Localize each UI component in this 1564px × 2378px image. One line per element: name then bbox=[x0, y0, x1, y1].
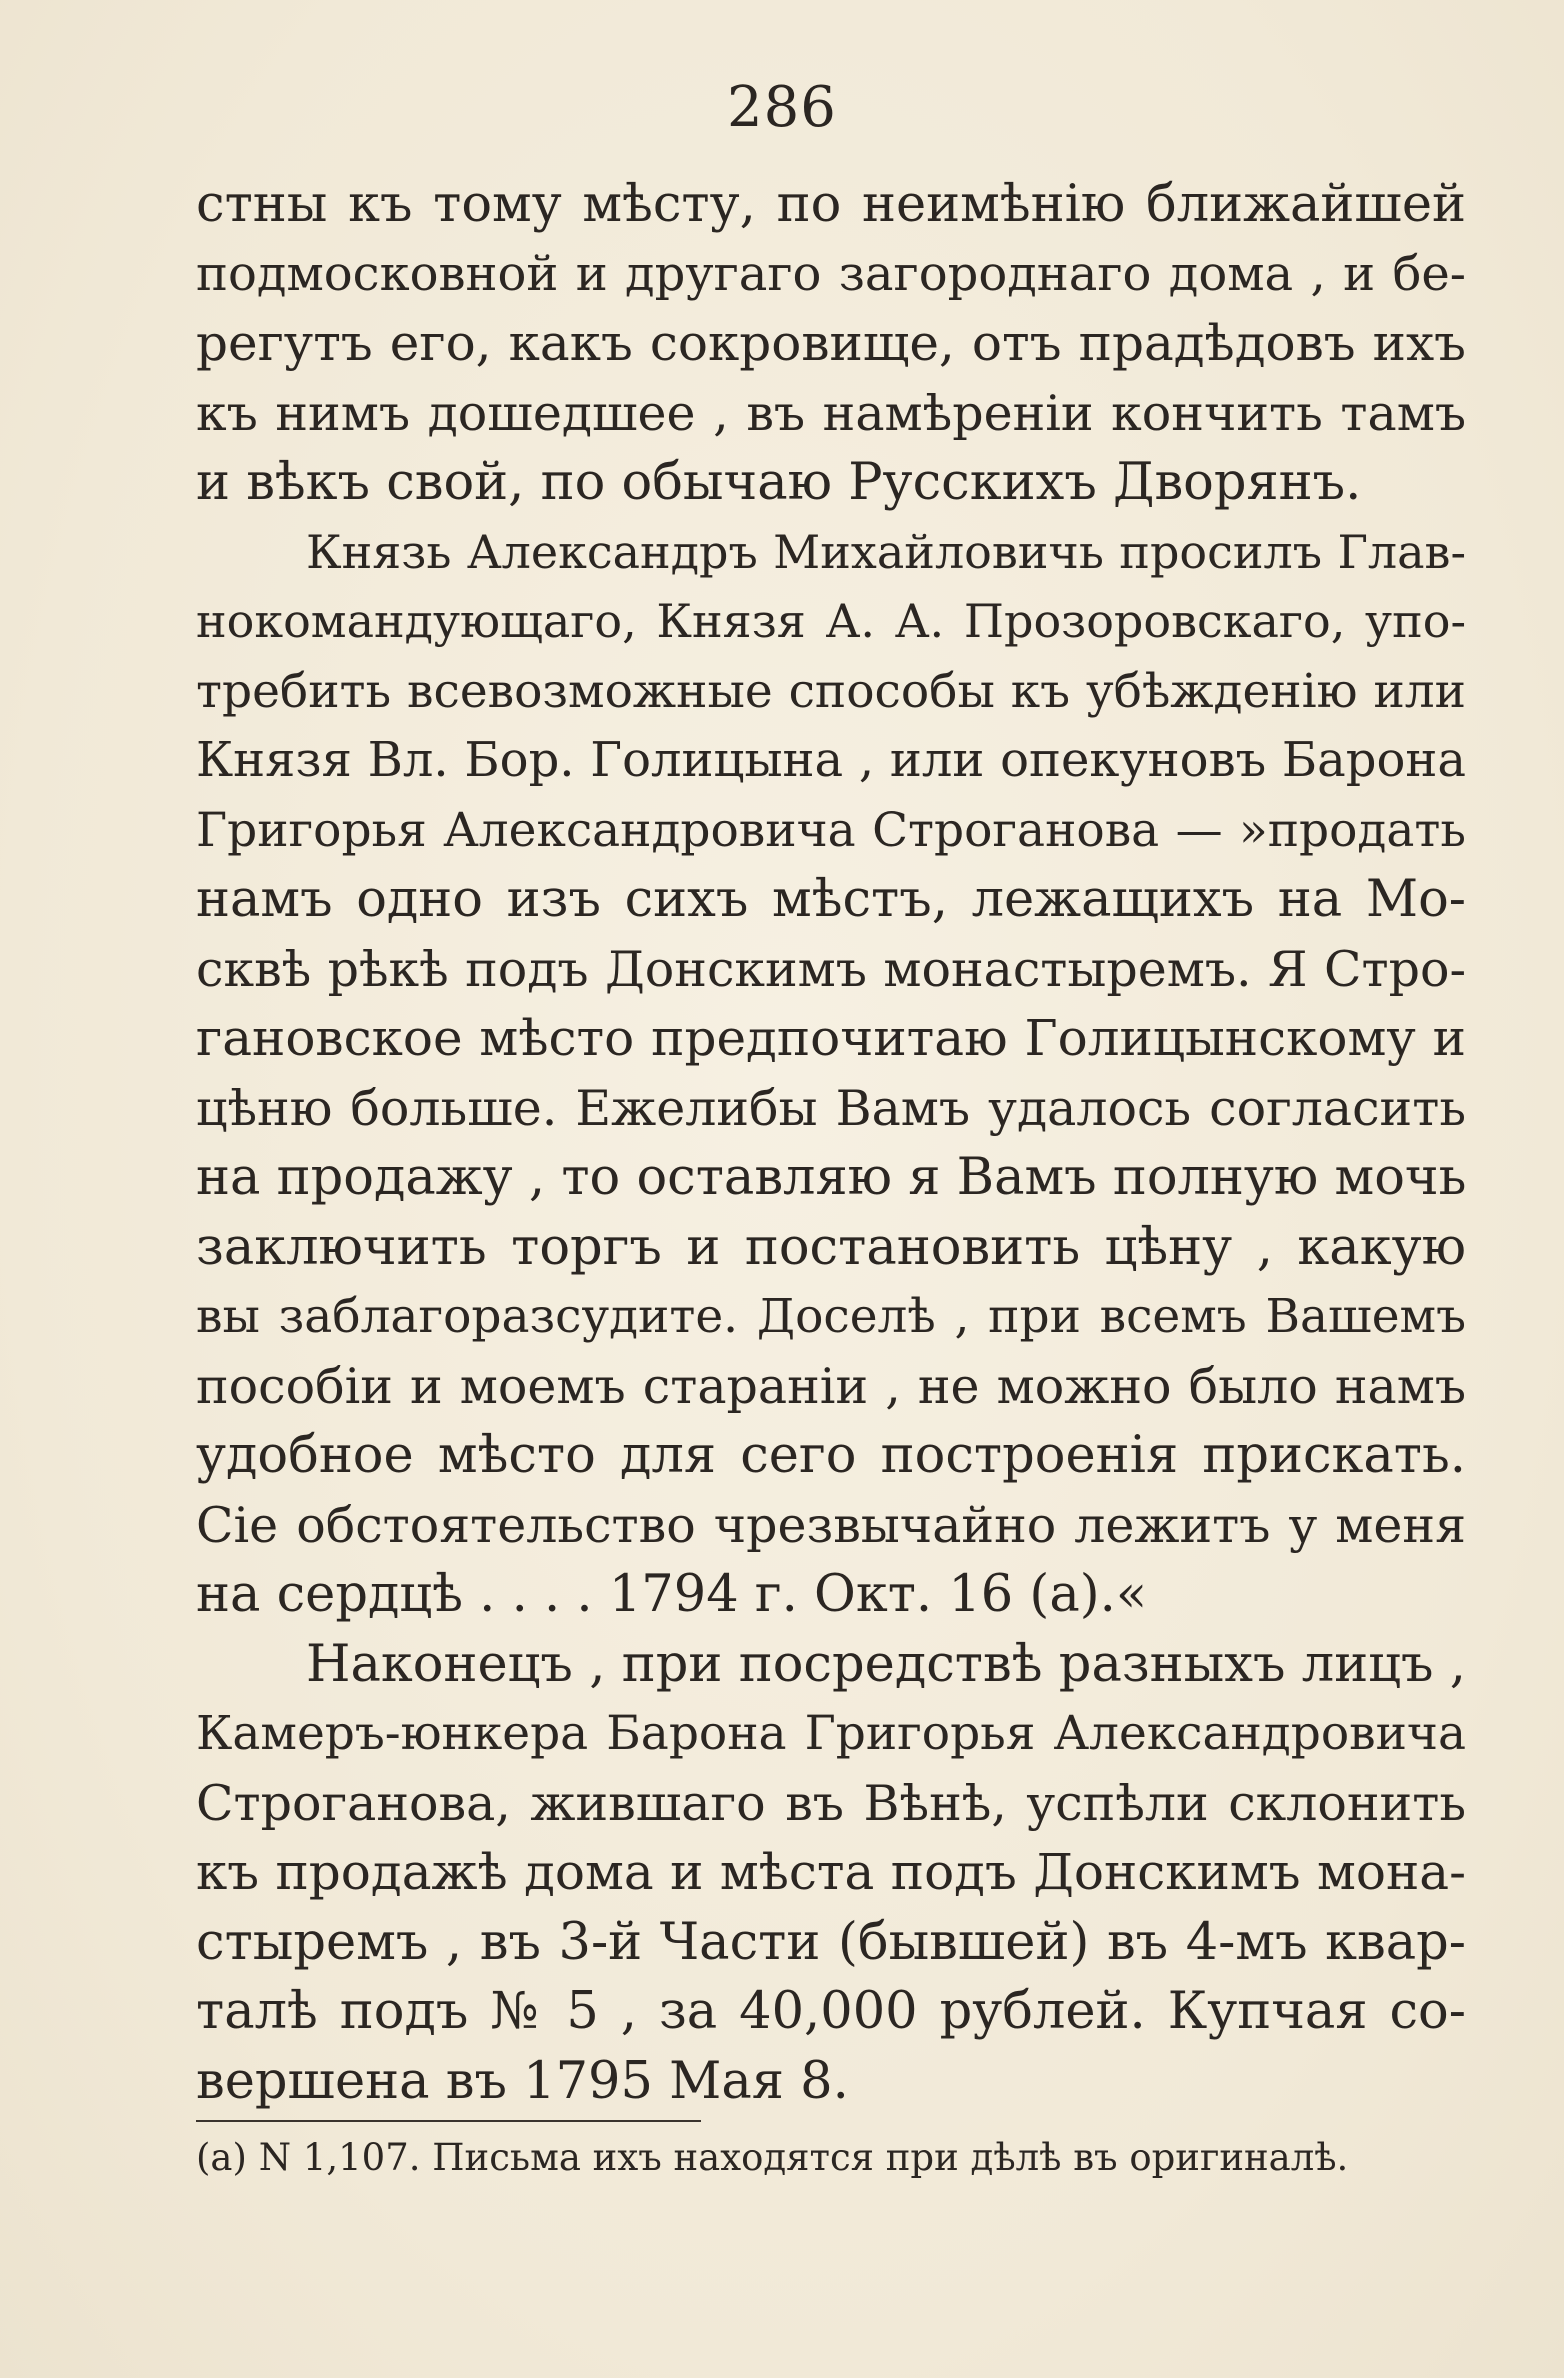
paragraph bbox=[196, 1630, 1466, 2117]
text-line: на продажу , то оставляю я Вамъ полную мочь bbox=[196, 1148, 1467, 1207]
text-line: стыремъ , въ 3-й Части (бывшей) въ 4-мъ квар- bbox=[196, 1912, 1466, 1972]
text-line: вершена въ 1795 Мая 8. bbox=[196, 2051, 849, 2111]
text-line: Камеръ-юнкера Барона Григорья Александровича bbox=[196, 1706, 1466, 1761]
paragraph bbox=[196, 518, 1466, 1630]
text-line: Князя Вл. Бор. Голицына , или опекуновъ Барона bbox=[196, 732, 1466, 788]
text-line: требить всевозможные способы къ убѣжденію или bbox=[196, 663, 1466, 719]
text-line: вы заблагоразсудите. Доселѣ , при всемъ Вашемъ bbox=[196, 1289, 1466, 1344]
text-line: пособіи и моемъ стараніи , не можно было намъ bbox=[196, 1357, 1466, 1415]
text-line: гановское мѣсто предпочитаю Голицынскому и bbox=[196, 1009, 1466, 1067]
text-line: нокомандующаго, Князя А. А. Прозоровскаго, упо- bbox=[196, 594, 1466, 648]
page-number: 286 bbox=[727, 75, 837, 140]
text-line: Строганова, жившаго въ Вѣнѣ, успѣли склонить bbox=[196, 1774, 1466, 1832]
text-line: на сердцѣ . . . . 1794 г. Окт. 16 (а).« bbox=[196, 1565, 1148, 1624]
text-line: Григорья Александровича Строганова — »продать bbox=[196, 802, 1466, 858]
text-line: заключить торгъ и постановить цѣну , какую bbox=[196, 1217, 1466, 1277]
text-line: подмосковной и другаго загороднаго дома , и бе- bbox=[196, 245, 1466, 302]
text-line: къ нимъ дошедшее , въ намѣреніи кончить тамъ bbox=[196, 384, 1466, 442]
text-line: удобное мѣсто для сего построенія прискать. bbox=[196, 1426, 1466, 1485]
text-line: Сіе обстоятельство чрезвычайно лежитъ у меня bbox=[196, 1496, 1466, 1554]
footnote-divider bbox=[196, 2120, 701, 2122]
body-text bbox=[196, 170, 1466, 2116]
text-line: къ продажѣ дома и мѣста подъ Донскимъ мона- bbox=[196, 1843, 1466, 1901]
footnote: (а) N 1,107. Письма ихъ находятся при дѣлѣ въ оригиналѣ. bbox=[196, 2136, 1349, 2179]
text-line: Наконецъ , при посредствѣ разныхъ лицъ , bbox=[306, 1634, 1466, 1694]
text-line: стны къ тому мѣсту, по неимѣнію ближайшей bbox=[196, 175, 1466, 234]
text-line: сквѣ рѣкѣ подъ Донскимъ монастыремъ. Я Стро- bbox=[196, 940, 1466, 998]
text-line: намъ одно изъ сихъ мѣстъ, лежащихъ на Мо- bbox=[196, 870, 1466, 929]
text-line: цѣню больше. Ежелибы Вамъ удалось согласить bbox=[196, 1079, 1466, 1137]
paragraph bbox=[196, 170, 1466, 518]
text-line: регутъ его, какъ сокровище, отъ прадѣдовъ ихъ bbox=[196, 314, 1466, 372]
text-line: Князь Александръ Михайловичь просилъ Глав- bbox=[306, 524, 1466, 579]
text-line: и вѣкъ свой, по обычаю Русскихъ Дворянъ. bbox=[196, 453, 1362, 512]
text-line: талѣ подъ № 5 , за 40,000 рублей. Купчая со- bbox=[196, 1982, 1466, 2041]
